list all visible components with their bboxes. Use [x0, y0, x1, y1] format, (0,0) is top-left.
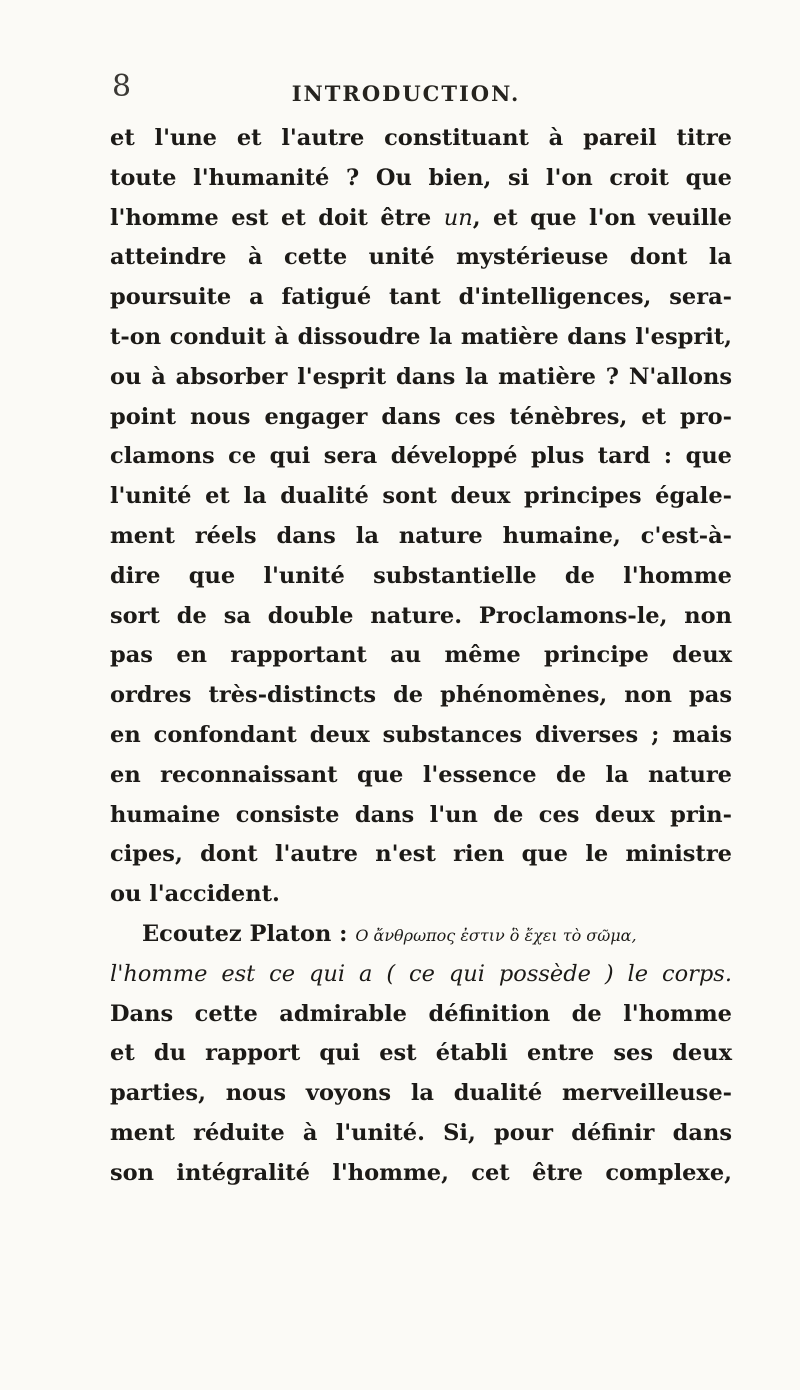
text-line: clamons ce qui sera développé plus tard : que: [110, 443, 732, 470]
text-line: parties, nous voyons la dualité merveilleuse-: [110, 1080, 732, 1107]
text-line: point nous engager dans ces ténèbres, et pro-: [110, 403, 732, 430]
text-line: Dans cette admirable définition de l'homme: [110, 1000, 732, 1027]
text-line: pas en rapportant au même principe deux: [110, 642, 732, 669]
text-line: atteindre à cette unité mystérieuse dont la: [110, 244, 732, 271]
text-line: [110, 199, 732, 239]
text-line: ordres très-distincts de phénomènes, non pas: [110, 682, 732, 709]
text-line: l'unité et la dualité sont deux principes égale-: [110, 483, 732, 510]
text-line: cipes, dont l'autre n'est rien que le ministre: [110, 841, 732, 868]
text-line: humaine consiste dans l'un de ces deux prin-: [110, 801, 732, 828]
text-line-italic: l'homme est ce qui a ( ce qui possède ) le corps.: [110, 960, 732, 987]
text-line: ou l'accident.: [110, 881, 280, 908]
text-line: t-on conduit à dissoudre la matière dans l'esprit,: [110, 323, 732, 350]
page-number: 8: [112, 69, 132, 104]
text-line: [110, 915, 732, 955]
emphasis-word: un: [443, 204, 473, 231]
text-segment: , et que l'on veuille: [472, 204, 732, 231]
text-line: toute l'humanité ? Ou bien, si l'on croit que: [110, 164, 732, 191]
body-text: [110, 119, 732, 1194]
text-segment: l'homme est et doit être: [110, 204, 444, 231]
greek-quote: Ο ἄνθρωπος ἐστιν ὃ ἔχει τὸ σῶμα,: [355, 925, 637, 945]
text-line: poursuite a fatigué tant d'intelligences, sera-: [110, 284, 732, 311]
text-line: ou à absorber l'esprit dans la matière ? N'allons: [110, 363, 732, 390]
running-title: INTRODUCTION.: [291, 81, 521, 106]
text-line: et du rapport qui est établi entre ses deux: [110, 1040, 732, 1067]
text-line: dire que l'unité substantielle de l'homme: [110, 562, 732, 589]
text-line: son intégralité l'homme, cet être complexe,: [110, 1159, 732, 1186]
running-head: [112, 69, 700, 112]
text-line: et l'une et l'autre constituant à pareil titre: [110, 125, 732, 151]
text-line: ment réduite à l'unité. Si, pour définir dans: [110, 1119, 732, 1146]
text-line: ment réels dans la nature humaine, c'est-à-: [110, 522, 732, 549]
text-line: en confondant deux substances diverses ; mais: [110, 721, 732, 748]
text-segment: Ecoutez Platon :: [142, 920, 356, 947]
text-line: en reconnaissant que l'essence de la nature: [110, 761, 732, 788]
text-line: sort de sa double nature. Proclamons-le, non: [110, 602, 732, 629]
